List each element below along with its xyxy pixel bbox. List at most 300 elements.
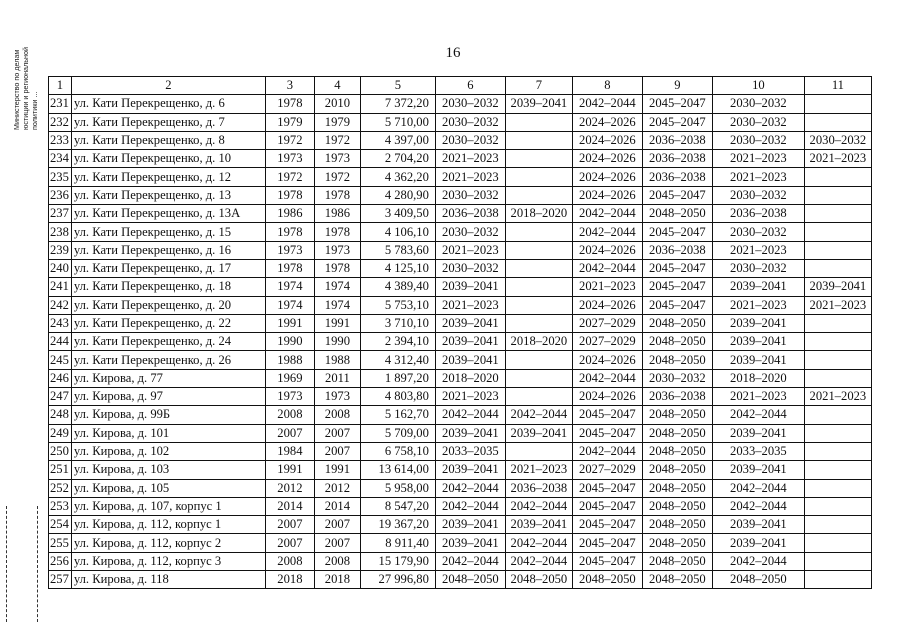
table-cell <box>505 113 572 131</box>
table-row <box>49 461 872 479</box>
table-cell: 244 <box>49 333 72 351</box>
table-cell: 253 <box>49 497 72 515</box>
table-cell: 5 710,00 <box>360 113 435 131</box>
table-cell: 1973 <box>265 388 314 406</box>
table-cell: ул. Кирова, д. 112, корпус 1 <box>71 516 265 534</box>
table-cell: 2048–2050 <box>642 205 712 223</box>
table-row <box>49 333 872 351</box>
table-cell: 2048–2050 <box>642 351 712 369</box>
table-cell: 2007 <box>314 424 360 442</box>
table-cell <box>804 259 871 277</box>
table-row <box>49 150 872 168</box>
table-row <box>49 497 872 515</box>
table-cell: 2042–2044 <box>572 205 642 223</box>
table-cell: 2030–2032 <box>435 259 505 277</box>
table-cell: 2030–2032 <box>435 113 505 131</box>
table-cell: 2021–2023 <box>712 388 804 406</box>
table-cell: 2014 <box>314 497 360 515</box>
table-cell: 2036–2038 <box>435 205 505 223</box>
table-cell: ул. Кирова, д. 101 <box>71 424 265 442</box>
table-cell: 6 758,10 <box>360 442 435 460</box>
table-cell: 4 125,10 <box>360 259 435 277</box>
table-cell: 2045–2047 <box>642 113 712 131</box>
table-cell: 1973 <box>314 388 360 406</box>
table-cell <box>804 186 871 204</box>
table-cell: 2039–2041 <box>712 333 804 351</box>
table-row <box>49 113 872 131</box>
table-cell: 2039–2041 <box>505 516 572 534</box>
table-cell: ул. Кати Перекрещенко, д. 22 <box>71 314 265 332</box>
table-cell: 1972 <box>314 168 360 186</box>
stamp-line-3: политики ... <box>30 91 39 130</box>
table-cell: 2027–2029 <box>572 314 642 332</box>
table-cell: ул. Кати Перекрещенко, д. 24 <box>71 333 265 351</box>
table-cell: 2039–2041 <box>712 516 804 534</box>
table-body <box>49 95 872 589</box>
table-cell: 240 <box>49 259 72 277</box>
table-cell: 1972 <box>265 131 314 149</box>
table-cell <box>505 278 572 296</box>
table-cell: 2048–2050 <box>642 314 712 332</box>
table-cell: 2024–2026 <box>572 168 642 186</box>
table-cell: 1978 <box>265 95 314 113</box>
table-row <box>49 442 872 460</box>
table-cell: 235 <box>49 168 72 186</box>
table-cell: 2039–2041 <box>435 534 505 552</box>
table-cell: ул. Кирова, д. 112, корпус 3 <box>71 552 265 570</box>
table-cell: 1990 <box>265 333 314 351</box>
table-cell: 1991 <box>314 461 360 479</box>
registration-stamp <box>6 506 38 622</box>
table-cell: 252 <box>49 479 72 497</box>
table-cell: 2024–2026 <box>572 241 642 259</box>
table-cell: 2012 <box>265 479 314 497</box>
table-cell: ул. Кирова, д. 107, корпус 1 <box>71 497 265 515</box>
table-cell: 2048–2050 <box>642 571 712 589</box>
table-cell: 5 162,70 <box>360 406 435 424</box>
table-cell: 4 397,00 <box>360 131 435 149</box>
table-cell: 2039–2041 <box>712 461 804 479</box>
table-cell: 2007 <box>314 534 360 552</box>
table-row <box>49 131 872 149</box>
table-cell: 2039–2041 <box>712 534 804 552</box>
table-cell <box>505 442 572 460</box>
table-cell: 1978 <box>314 259 360 277</box>
table-cell: 2024–2026 <box>572 186 642 204</box>
column-header: 10 <box>712 77 804 95</box>
table-cell: 1 897,20 <box>360 369 435 387</box>
table-cell: 2030–2032 <box>712 131 804 149</box>
table-cell: 2039–2041 <box>435 424 505 442</box>
table-row <box>49 95 872 113</box>
table-row <box>49 205 872 223</box>
table-cell: 19 367,20 <box>360 516 435 534</box>
table-cell: 1979 <box>265 113 314 131</box>
table-cell <box>804 442 871 460</box>
table-cell: 2042–2044 <box>572 223 642 241</box>
table-cell: ул. Кирова, д. 103 <box>71 461 265 479</box>
table-cell: 2007 <box>265 516 314 534</box>
table-cell: ул. Кати Перекрещенко, д. 16 <box>71 241 265 259</box>
table-cell: 247 <box>49 388 72 406</box>
column-header: 11 <box>804 77 871 95</box>
table-cell <box>505 168 572 186</box>
table-cell: 2021–2023 <box>712 150 804 168</box>
table-cell: 2024–2026 <box>572 351 642 369</box>
table-cell <box>804 571 871 589</box>
table-cell <box>804 369 871 387</box>
table-cell: 2048–2050 <box>642 552 712 570</box>
table-cell: 2018 <box>314 571 360 589</box>
table-cell: 2045–2047 <box>572 406 642 424</box>
table-cell: 4 312,40 <box>360 351 435 369</box>
table-cell: 2030–2032 <box>435 186 505 204</box>
table-cell: 4 280,90 <box>360 186 435 204</box>
table-cell <box>804 479 871 497</box>
table-cell <box>804 497 871 515</box>
table-cell: 3 409,50 <box>360 205 435 223</box>
table-cell: 232 <box>49 113 72 131</box>
table-cell <box>804 333 871 351</box>
table-cell: 5 709,00 <box>360 424 435 442</box>
table-cell: 2042–2044 <box>712 552 804 570</box>
table-cell: 2039–2041 <box>435 461 505 479</box>
table-cell: 2024–2026 <box>572 150 642 168</box>
table-cell: 2042–2044 <box>505 552 572 570</box>
table-cell: 2045–2047 <box>642 223 712 241</box>
column-header: 6 <box>435 77 505 95</box>
table-cell: 2027–2029 <box>572 333 642 351</box>
stamp-line-2: юстиции и региональной <box>21 47 30 130</box>
table-cell: 2021–2023 <box>804 296 871 314</box>
table-cell: 256 <box>49 552 72 570</box>
table-cell: 234 <box>49 150 72 168</box>
table-cell: 2048–2050 <box>642 424 712 442</box>
table-cell: 2033–2035 <box>435 442 505 460</box>
table-cell: 2039–2041 <box>712 351 804 369</box>
table-cell <box>505 388 572 406</box>
table-cell: ул. Кирова, д. 112, корпус 2 <box>71 534 265 552</box>
stamp-line-1: Министерство по делам <box>12 49 21 130</box>
table-cell: ул. Кирова, д. 102 <box>71 442 265 460</box>
table-cell: 2021–2023 <box>435 241 505 259</box>
table-header-row <box>49 77 872 95</box>
table-cell: 2024–2026 <box>572 296 642 314</box>
table-row <box>49 223 872 241</box>
table-cell: 2030–2032 <box>435 95 505 113</box>
table-cell: ул. Кирова, д. 99Б <box>71 406 265 424</box>
table-cell: 1974 <box>265 278 314 296</box>
table-cell: 2021–2023 <box>572 278 642 296</box>
table-row <box>49 241 872 259</box>
table-cell: 2030–2032 <box>642 369 712 387</box>
table-cell: 237 <box>49 205 72 223</box>
table-cell: 1974 <box>265 296 314 314</box>
table-cell: 1978 <box>265 223 314 241</box>
table-cell: 2042–2044 <box>505 534 572 552</box>
table-cell: 257 <box>49 571 72 589</box>
table-cell: 2030–2032 <box>712 223 804 241</box>
table-cell: 2021–2023 <box>804 150 871 168</box>
table-cell: 1984 <box>265 442 314 460</box>
table-cell: 2045–2047 <box>572 479 642 497</box>
table-cell: 1974 <box>314 278 360 296</box>
table-cell: 2045–2047 <box>572 516 642 534</box>
table-cell: ул. Кирова, д. 97 <box>71 388 265 406</box>
column-header: 1 <box>49 77 72 95</box>
table-cell: ул. Кати Перекрещенко, д. 15 <box>71 223 265 241</box>
table-row <box>49 186 872 204</box>
table-cell: 236 <box>49 186 72 204</box>
table-cell: 231 <box>49 95 72 113</box>
table-cell: 2042–2044 <box>712 497 804 515</box>
table-cell: 2007 <box>314 516 360 534</box>
table-cell: 2042–2044 <box>572 369 642 387</box>
table-row <box>49 351 872 369</box>
table-cell: 2 394,10 <box>360 333 435 351</box>
table-cell: 250 <box>49 442 72 460</box>
table-cell: 5 958,00 <box>360 479 435 497</box>
table-cell: 2048–2050 <box>642 516 712 534</box>
table-cell <box>505 296 572 314</box>
table-cell: 2021–2023 <box>435 388 505 406</box>
table-row <box>49 388 872 406</box>
table-cell: 2036–2038 <box>642 150 712 168</box>
table-cell: 15 179,90 <box>360 552 435 570</box>
table-cell: 5 783,60 <box>360 241 435 259</box>
table-cell: 1988 <box>314 351 360 369</box>
table-cell: 2039–2041 <box>505 95 572 113</box>
table-row <box>49 552 872 570</box>
table-cell <box>804 406 871 424</box>
table-cell: 13 614,00 <box>360 461 435 479</box>
table-cell: ул. Кати Перекрещенко, д. 13 <box>71 186 265 204</box>
table-cell: 251 <box>49 461 72 479</box>
table-cell: 1974 <box>314 296 360 314</box>
table-cell: 1978 <box>265 259 314 277</box>
table-cell: ул. Кати Перекрещенко, д. 18 <box>71 278 265 296</box>
table-cell: 2042–2044 <box>572 95 642 113</box>
table-cell: 2042–2044 <box>435 552 505 570</box>
table-cell: 4 803,80 <box>360 388 435 406</box>
table-cell: 2014 <box>265 497 314 515</box>
table-row <box>49 278 872 296</box>
table-row <box>49 479 872 497</box>
table-cell: 2048–2050 <box>435 571 505 589</box>
table-cell: 248 <box>49 406 72 424</box>
table-cell: 1990 <box>314 333 360 351</box>
table-cell: 254 <box>49 516 72 534</box>
table-cell: 2007 <box>314 442 360 460</box>
table-cell: 2007 <box>265 534 314 552</box>
table-cell: 3 710,10 <box>360 314 435 332</box>
table-cell: 2045–2047 <box>642 296 712 314</box>
table-row <box>49 406 872 424</box>
table-cell: 2045–2047 <box>572 424 642 442</box>
table-cell: 1979 <box>314 113 360 131</box>
table-cell: 2048–2050 <box>505 571 572 589</box>
table-cell: 1991 <box>265 461 314 479</box>
table-cell: 2039–2041 <box>712 278 804 296</box>
table-cell: 2039–2041 <box>435 314 505 332</box>
table-cell: 1969 <box>265 369 314 387</box>
table-cell: ул. Кати Перекрещенко, д. 6 <box>71 95 265 113</box>
column-header: 4 <box>314 77 360 95</box>
table-cell: 2036–2038 <box>712 205 804 223</box>
table-cell: 2039–2041 <box>435 516 505 534</box>
table-cell: 2042–2044 <box>572 442 642 460</box>
table-cell <box>505 351 572 369</box>
table-cell: 2036–2038 <box>642 388 712 406</box>
table-cell: 238 <box>49 223 72 241</box>
table-cell: 2008 <box>314 406 360 424</box>
table-cell: 2042–2044 <box>712 406 804 424</box>
table-cell: ул. Кати Перекрещенко, д. 8 <box>71 131 265 149</box>
table-cell: 27 996,80 <box>360 571 435 589</box>
column-header: 7 <box>505 77 572 95</box>
table-cell <box>804 168 871 186</box>
table-row <box>49 516 872 534</box>
table-row <box>49 314 872 332</box>
table-cell: 2021–2023 <box>435 296 505 314</box>
table-cell: 2018–2020 <box>435 369 505 387</box>
table-cell: 2030–2032 <box>712 186 804 204</box>
table-row <box>49 168 872 186</box>
table-cell: 2012 <box>314 479 360 497</box>
table-cell: 1991 <box>314 314 360 332</box>
table-cell: 2045–2047 <box>642 278 712 296</box>
table-cell: 2039–2041 <box>435 351 505 369</box>
table-cell: 2045–2047 <box>642 95 712 113</box>
table-cell: 2007 <box>265 424 314 442</box>
table-cell: 2036–2038 <box>505 479 572 497</box>
table-cell: 255 <box>49 534 72 552</box>
table-cell: 1972 <box>314 131 360 149</box>
table-cell: 2027–2029 <box>572 461 642 479</box>
table-cell: 2024–2026 <box>572 131 642 149</box>
table-cell: ул. Кати Перекрещенко, д. 7 <box>71 113 265 131</box>
table-cell: 2018–2020 <box>505 333 572 351</box>
table-cell: 5 753,10 <box>360 296 435 314</box>
table-cell: 1991 <box>265 314 314 332</box>
registration-stamp-text <box>12 8 39 130</box>
table-cell: 2021–2023 <box>435 150 505 168</box>
table-cell: 2048–2050 <box>642 534 712 552</box>
table-cell: 2024–2026 <box>572 113 642 131</box>
table-cell: 1986 <box>265 205 314 223</box>
table-cell: 2021–2023 <box>804 388 871 406</box>
table-cell: 1973 <box>265 241 314 259</box>
table-cell: 2045–2047 <box>642 259 712 277</box>
table-cell: 2011 <box>314 369 360 387</box>
table-cell: 2042–2044 <box>572 259 642 277</box>
table-cell: 2030–2032 <box>804 131 871 149</box>
table-cell <box>804 113 871 131</box>
column-header: 9 <box>642 77 712 95</box>
table-cell <box>804 424 871 442</box>
table-cell: 1978 <box>314 223 360 241</box>
table-cell: 4 362,20 <box>360 168 435 186</box>
table-cell: 2042–2044 <box>712 479 804 497</box>
table-cell: 2042–2044 <box>505 497 572 515</box>
table-cell: 2042–2044 <box>435 479 505 497</box>
table-cell: 2018–2020 <box>505 205 572 223</box>
table-cell: 2048–2050 <box>642 406 712 424</box>
table-cell: 246 <box>49 369 72 387</box>
table-cell <box>804 205 871 223</box>
table-cell: 2021–2023 <box>505 461 572 479</box>
table-cell: 2039–2041 <box>435 333 505 351</box>
table-cell: 2045–2047 <box>572 552 642 570</box>
table-cell: 2024–2026 <box>572 388 642 406</box>
table-cell: 2048–2050 <box>642 497 712 515</box>
table-cell: 2045–2047 <box>572 534 642 552</box>
table-cell: 2021–2023 <box>712 296 804 314</box>
table-cell: 2021–2023 <box>712 168 804 186</box>
table-cell: 2039–2041 <box>712 424 804 442</box>
table-cell: 242 <box>49 296 72 314</box>
table-cell: 2008 <box>265 406 314 424</box>
table-cell: 1978 <box>265 186 314 204</box>
table-cell: ул. Кати Перекрещенко, д. 26 <box>71 351 265 369</box>
table-cell: 1988 <box>265 351 314 369</box>
table-cell <box>804 351 871 369</box>
table-cell: 1972 <box>265 168 314 186</box>
table-cell: ул. Кирова, д. 77 <box>71 369 265 387</box>
table-cell: 2042–2044 <box>435 406 505 424</box>
table-cell: 2036–2038 <box>642 241 712 259</box>
table-cell: ул. Кирова, д. 105 <box>71 479 265 497</box>
table-row <box>49 424 872 442</box>
table-cell <box>505 369 572 387</box>
table-cell: 2048–2050 <box>572 571 642 589</box>
table-cell: 2048–2050 <box>712 571 804 589</box>
table-cell <box>804 552 871 570</box>
table-cell: 2045–2047 <box>572 497 642 515</box>
table-cell <box>505 150 572 168</box>
table-cell: 239 <box>49 241 72 259</box>
table-cell: 1986 <box>314 205 360 223</box>
table-cell: 2021–2023 <box>435 168 505 186</box>
table-cell: 2036–2038 <box>642 131 712 149</box>
table-cell: 7 372,20 <box>360 95 435 113</box>
table-cell <box>804 534 871 552</box>
table-cell: 2036–2038 <box>642 168 712 186</box>
table-cell: 8 911,40 <box>360 534 435 552</box>
table-cell: ул. Кати Перекрещенко, д. 20 <box>71 296 265 314</box>
table-cell: 2039–2041 <box>435 278 505 296</box>
column-header: 8 <box>572 77 642 95</box>
table-cell: 2039–2041 <box>505 424 572 442</box>
table-cell <box>505 186 572 204</box>
page-number: 16 <box>445 45 461 61</box>
column-header: 3 <box>265 77 314 95</box>
table-cell: ул. Кати Перекрещенко, д. 17 <box>71 259 265 277</box>
register-table <box>48 76 872 589</box>
table-cell: 2042–2044 <box>505 406 572 424</box>
table-cell: ул. Кирова, д. 118 <box>71 571 265 589</box>
table-cell: 2010 <box>314 95 360 113</box>
table-row <box>49 369 872 387</box>
table-cell <box>804 223 871 241</box>
table-cell: 2048–2050 <box>642 442 712 460</box>
table-cell: 2018 <box>265 571 314 589</box>
table-cell: 2021–2023 <box>712 241 804 259</box>
table-cell: 2030–2032 <box>712 95 804 113</box>
table-cell <box>505 241 572 259</box>
table-cell: 2 704,20 <box>360 150 435 168</box>
table-cell: 245 <box>49 351 72 369</box>
